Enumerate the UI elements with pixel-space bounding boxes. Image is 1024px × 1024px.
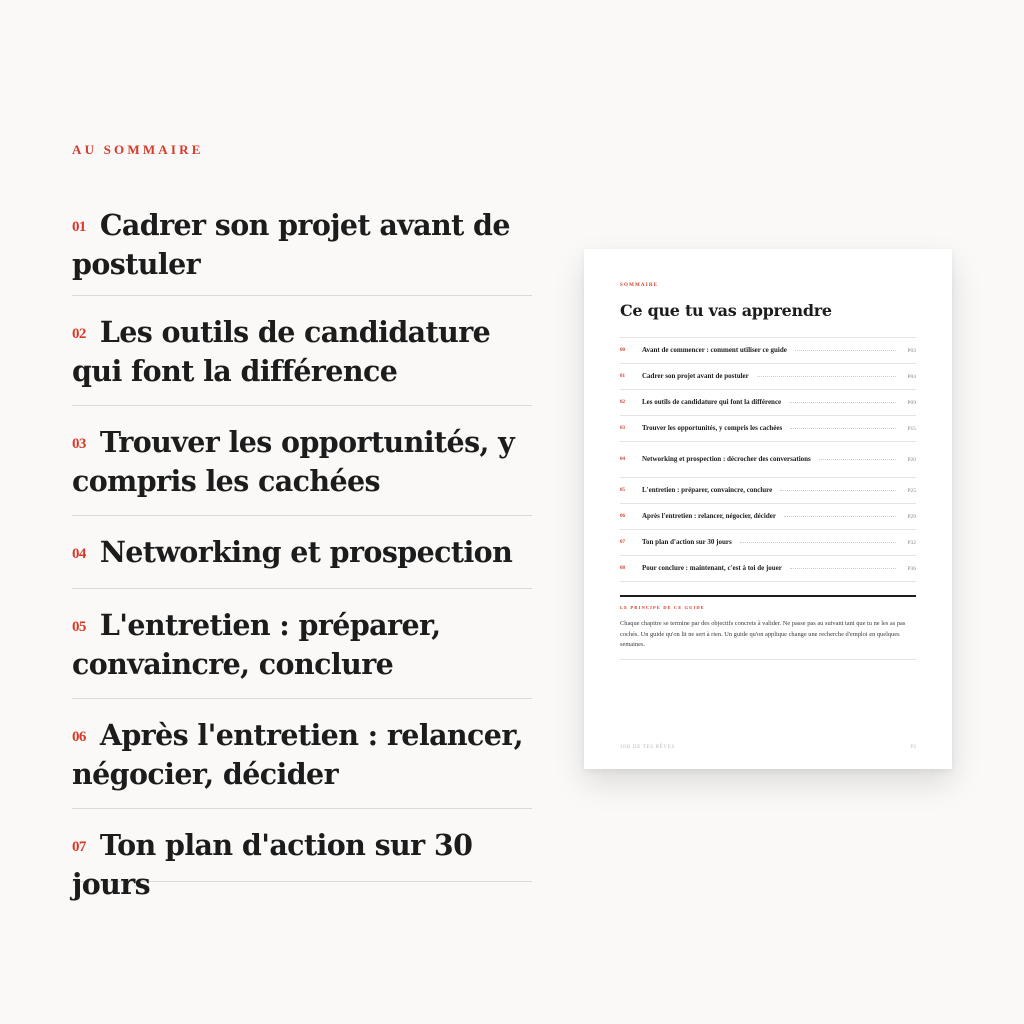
dot-leader <box>757 376 896 377</box>
page-toc-row <box>620 390 916 416</box>
toc-item-title: Les outils de candidature qui font la différence <box>72 315 491 388</box>
page-toc-page: P15 <box>907 425 916 432</box>
page-toc-text: Ton plan d'action sur 30 jours <box>642 538 732 547</box>
page-toc-row <box>620 556 916 582</box>
page-toc-row <box>620 416 916 442</box>
page-toc-text: Pour conclure : maintenant, c'est à toi de jouer <box>642 564 782 573</box>
toc-item-title: L'entretien : préparer, convaincre, conclure <box>72 608 441 681</box>
page-toc-number: 04 <box>620 457 625 462</box>
dot-leader <box>780 490 896 491</box>
page-footer-number: P2 <box>910 745 916 750</box>
page-eyebrow: SOMMAIRE <box>620 283 659 288</box>
page-toc-number: 08 <box>620 566 625 571</box>
toc-item-number: 05 <box>72 619 86 635</box>
page-toc-text: Les outils de candidature qui font la différence <box>642 398 782 407</box>
page-toc-number: 03 <box>620 426 625 431</box>
page-toc-number: 02 <box>620 400 625 405</box>
page-toc-text: Après l'entretien : relancer, négocier, décider <box>642 512 776 521</box>
page-toc-text: L'entretien : préparer, convaincre, conclure <box>642 486 773 495</box>
toc-item-title: Networking et prospection <box>99 535 513 569</box>
page-toc-text: Avant de commencer : comment utiliser ce guide <box>642 346 787 355</box>
page-toc-number: 07 <box>620 540 625 545</box>
toc-item-number: 07 <box>72 839 86 855</box>
page-toc-page: P29 <box>907 513 916 520</box>
dot-leader <box>790 428 896 429</box>
page-title: Ce que tu vas apprendre <box>620 301 832 320</box>
toc-item <box>72 589 532 699</box>
toc-column <box>72 142 532 901</box>
page-footer-title: JOB DE TES RÊVES <box>620 745 675 750</box>
page-toc-page: P36 <box>907 565 916 572</box>
toc-item <box>72 809 532 901</box>
dot-leader <box>789 402 896 403</box>
page-toc-row <box>620 504 916 530</box>
page-toc-page: P25 <box>907 487 916 494</box>
page-toc-row <box>620 530 916 556</box>
page-toc-text: Networking et prospection : décrocher des conversations <box>642 455 811 464</box>
page-toc-row <box>620 364 916 390</box>
page-toc-number: 05 <box>620 488 625 493</box>
page-toc-row <box>620 338 916 364</box>
page-toc-page: P32 <box>907 539 916 546</box>
toc-item-number: 06 <box>72 729 86 745</box>
page-toc-page: P20 <box>907 456 916 463</box>
toc-item-title: Ton plan d'action sur 30 jours <box>72 828 473 901</box>
toc-item-number: 02 <box>72 326 86 342</box>
page-toc-page: P04 <box>907 373 916 380</box>
toc-item <box>72 699 532 809</box>
page-toc-number: 00 <box>620 348 625 353</box>
dot-leader <box>819 459 896 460</box>
document-page-preview <box>584 249 952 769</box>
toc-item-number: 03 <box>72 436 86 452</box>
page-toc-page: P09 <box>907 399 916 406</box>
toc-item <box>72 296 532 406</box>
toc-item-number: 01 <box>72 219 86 235</box>
toc-item <box>72 207 532 296</box>
principle-text: Chaque chapitre se termine par des objectifs concrets à valider. Ne passe pas au suivant tant que tu ne les as pas cochés. Un guide qu'on lit ne sert à rien. Un guide qu'on applique change une recherche d'emploi en quelques semaines. <box>620 619 916 660</box>
section-divider <box>620 595 916 597</box>
toc-item <box>72 406 532 516</box>
page-toc-row <box>620 442 916 478</box>
page-toc-text: Trouver les opportunités, y compris les cachées <box>642 424 783 433</box>
page-toc-page: P03 <box>907 347 916 354</box>
toc-item-title: Cadrer son projet avant de postuler <box>72 208 510 281</box>
page-toc-number: 01 <box>620 374 625 379</box>
toc-item-title: Après l'entretien : relancer, négocier, décider <box>72 718 524 791</box>
toc-item-number: 04 <box>72 546 86 562</box>
page-toc-row <box>620 478 916 504</box>
dot-leader <box>740 542 896 543</box>
dot-leader <box>790 568 896 569</box>
dot-leader <box>784 516 896 517</box>
dot-leader <box>795 350 896 351</box>
toc-item-title: Trouver les opportunités, y compris les cachées <box>72 425 515 498</box>
toc-item <box>72 516 532 589</box>
section-eyebrow: AU SOMMAIRE <box>72 142 204 157</box>
page-toc-list <box>620 337 916 582</box>
page-toc-text: Cadrer son projet avant de postuler <box>642 372 749 381</box>
toc-list <box>72 207 532 901</box>
principle-label: LE PRINCIPE DE CE GUIDE <box>620 605 705 610</box>
page-toc-number: 06 <box>620 514 625 519</box>
